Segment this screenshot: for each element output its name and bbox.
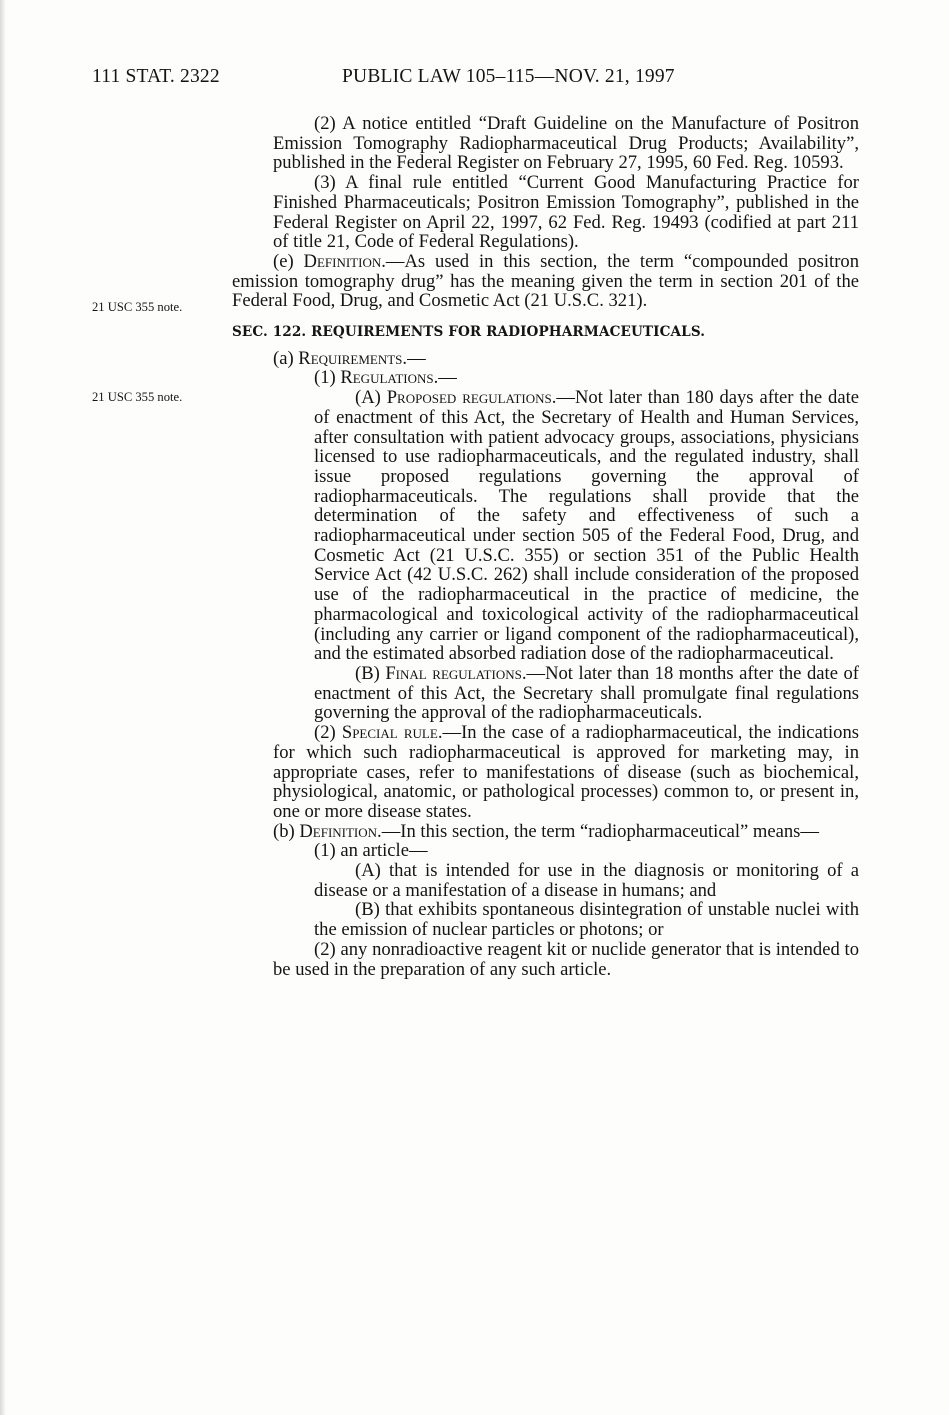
a2-heading: Special rule bbox=[341, 722, 438, 744]
public-law-title: PUBLIC LAW 105–115—NOV. 21, 1997 bbox=[342, 66, 675, 87]
margin-note-usc-1: 21 USC 355 note. bbox=[92, 300, 183, 314]
b-body: .—In this section, the term “radiopharmaceutical” means— bbox=[377, 820, 820, 842]
paragraph-b-definition bbox=[232, 822, 859, 842]
paragraph-a-requirements bbox=[232, 349, 859, 369]
aA-body: .—Not later than 180 days after the date of enactment of this Act, the Secretary of Health and Human Services, after consultation with patient advocacy groups, associations, physicians licensed to use radiopharmaceuticals, and the regulated industry, shall issue proposed regulations governing the approval of radiopharmaceuticals. The regulations shall provide that the determination of the safety and effectiveness of such a radiopharmaceutical under section 505 of the Federal Food, Drug, and Cosmetic Act (21 U.S.C. 355) or section 351 of the Public Health Service Act (42 U.S.C. 262) shall include consideration of the proposed use of the radiopharmaceutical in the practice of medicine, the pharmacological and toxicological activity of the radiopharmaceutical (including any carrier or ligand component of the radiopharmaceutical), and the estimated absorbed radiation dose of the radiopharmaceutical. bbox=[314, 387, 859, 665]
a1-dash: .— bbox=[433, 367, 457, 389]
paragraph-final-rule-3: (3) A final rule entitled “Current Good Manufacturing Practice for Finished Pharmaceuticals; Positron Emission Tomography”, published in the Federal Register on April 22, 1997, 62 Fed. Reg. 19493 (codified at part 211 of title 21, Code of Federal Regulations). bbox=[273, 172, 859, 253]
paragraph-a1-regulations bbox=[232, 368, 859, 388]
e-label: (e) bbox=[273, 250, 304, 272]
aA-heading: Proposed regulations bbox=[386, 387, 552, 409]
document-body bbox=[232, 114, 859, 979]
aA-label: (A) bbox=[355, 387, 387, 409]
paragraph-a2-special-rule bbox=[232, 723, 859, 822]
a-label: (a) bbox=[273, 347, 299, 369]
paragraph-e-definition bbox=[232, 252, 859, 311]
section-122-heading: SEC. 122. REQUIREMENTS FOR RADIOPHARMACEUTICALS. bbox=[232, 324, 706, 341]
paragraph-b2-reagent-kit: (2) any nonradioactive reagent kit or nuclide generator that is intended to be used in the preparation of any such article. bbox=[273, 938, 859, 980]
e-heading: Definition bbox=[303, 250, 382, 272]
a1-heading: Regulations bbox=[340, 367, 434, 389]
aB-body: .—Not later than 18 months after the date of enactment of this Act, the Secretary shall promulgate final regulations governing the approval of the radiopharmaceuticals. bbox=[314, 662, 859, 724]
paragraph-aA-proposed-regulations bbox=[232, 388, 859, 664]
margin-note-usc-2: 21 USC 355 note. bbox=[92, 390, 183, 404]
paragraph-bB-disintegration: (B) that exhibits spontaneous disintegration of unstable nuclei with the emission of nuclear particles or photons; or bbox=[314, 899, 859, 941]
b-heading: Definition bbox=[299, 820, 378, 842]
statute-page-number: 111 STAT. 2322 bbox=[92, 66, 220, 87]
b-label: (b) bbox=[273, 820, 300, 842]
aB-label: (B) bbox=[355, 662, 386, 684]
paragraph-notice-2: (2) A notice entitled “Draft Guideline on the Manufacture of Positron Emission Tomography Radiopharmaceutical Drug Products; Availability”, published in the Federal Register on February 27, 1995, 60 Fed. Reg. 10593. bbox=[273, 113, 859, 174]
a2-body: .—In the case of a radiopharmaceutical, the indications for which such radiopharmaceutical is approved for marketing may, in appropriate cases, refer to manifestations of disease (such as biochemical, physiological, anatomic, or pathological processes) common to, or present in, one or more disease states. bbox=[273, 722, 859, 822]
page-edge-shadow bbox=[0, 0, 6, 1415]
paragraph-bA-diagnosis: (A) that is intended for use in the diagnosis or monitoring of a disease or a manifestation of a disease in humans; and bbox=[314, 860, 859, 901]
paragraph-aB-final-regulations bbox=[232, 664, 859, 723]
a-dash: .— bbox=[402, 347, 426, 369]
a2-label: (2) bbox=[314, 722, 342, 744]
e-body: .—As used in this section, the term “compounded positron emission tomography drug” has the meaning given the term in section 201 of the Federal Food, Drug, and Cosmetic Act (21 U.S.C. 321). bbox=[232, 250, 859, 312]
a-heading: Requirements bbox=[298, 347, 403, 369]
aB-heading: Final regulations bbox=[385, 662, 522, 684]
paragraph-b1-article: (1) an article— bbox=[314, 840, 428, 862]
a1-label: (1) bbox=[314, 367, 341, 389]
